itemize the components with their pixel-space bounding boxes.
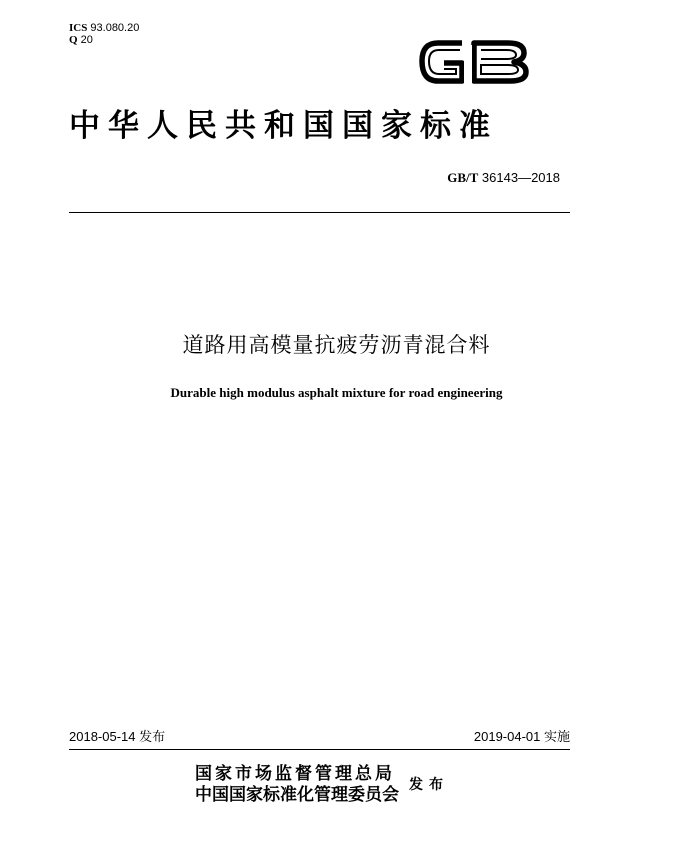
national-standard-title: 中华人民共和国国家标准 (69, 108, 498, 144)
issuer-samr: 国家市场监督管理总局 (195, 764, 395, 784)
top-divider (69, 212, 570, 213)
document-title-en: Durable high modulus asphalt mixture for road engineering (170, 385, 503, 400)
ics-label: ICS (69, 22, 88, 34)
gb-logo-graphic (416, 31, 540, 93)
standard-code: 36143—2018 (481, 170, 560, 185)
issuer-sac: 中国国家标准化管理委员会 (195, 785, 399, 805)
bottom-divider (69, 749, 570, 750)
standard-number (447, 170, 560, 186)
classification-code: 20 (80, 34, 93, 46)
ics-line (69, 22, 139, 34)
classification-label: Q (69, 34, 78, 46)
gb-logo (416, 31, 540, 93)
ics-code: 93.080.20 (90, 22, 140, 34)
document-title-cn: 道路用高模量抗疲劳沥青混合料 (182, 333, 491, 357)
publish-label: 发布 (409, 777, 449, 793)
issue-date: 2018-05-14 发布 (69, 729, 166, 744)
classification-line (69, 34, 93, 46)
implementation-date: 2019-04-01 实施 (473, 729, 570, 744)
standard-prefix: GB/T (447, 170, 479, 185)
